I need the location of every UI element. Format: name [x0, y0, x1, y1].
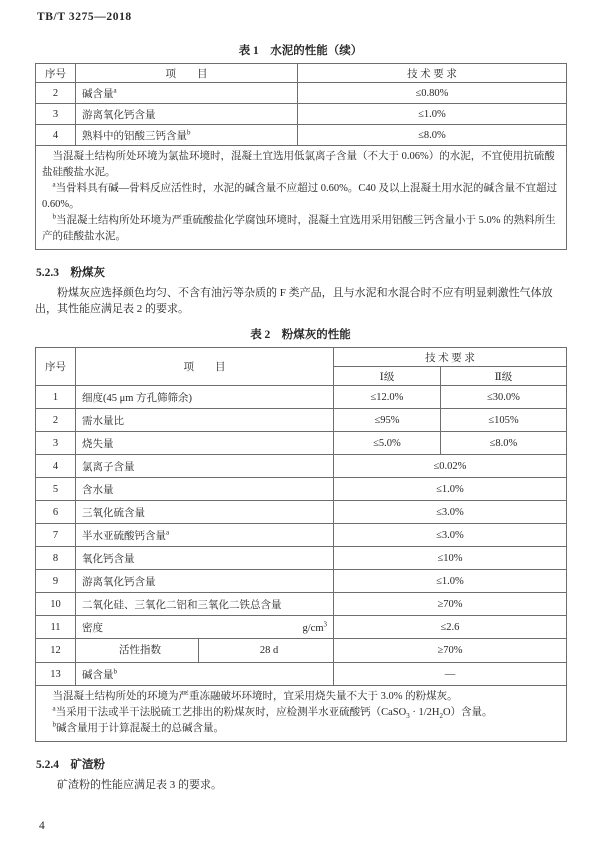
note-line — [42, 181, 560, 213]
column-header-item: 项 目 — [76, 64, 298, 83]
table1-notes-row — [36, 146, 567, 250]
serial-cell: 2 — [36, 409, 76, 432]
serial-cell: 4 — [36, 125, 76, 146]
table-row — [36, 432, 567, 455]
grade1-value-cell: ≤95% — [334, 409, 441, 432]
doc-code: TB/T 3275—2018 — [37, 11, 132, 23]
table1 — [35, 63, 567, 250]
grade1-value-cell: ≤5.0% — [334, 432, 441, 455]
item-cell: 需水量比 — [76, 409, 334, 432]
note-text: 碱含量用于计算混凝土的总碱含量。 — [56, 723, 224, 734]
footnote-marker: b — [113, 667, 117, 675]
section-paragraph-5-2-3: 粉煤灰应选择颜色均匀、不含有油污等杂质的 F 类产品，且与水泥和水混合时不应有明显刺激性气体放出，其性能应满足表 2 的要求。 — [35, 287, 553, 315]
item-cell: 游离氧化钙含量 — [76, 570, 334, 593]
serial-cell: 13 — [36, 663, 76, 686]
note-line — [42, 213, 560, 245]
column-header-requirement: 技 术 要 求 — [334, 348, 567, 367]
item-cell — [76, 125, 298, 146]
serial-cell: 12 — [36, 639, 76, 663]
note-line: 当混凝土结构所处的环境为严重冻融破坏环境时，宜采用烧失量不大于 3.0% 的粉煤灰。 — [52, 691, 458, 702]
column-header-no: 序号 — [36, 348, 76, 386]
table-row — [36, 639, 567, 663]
item-text: 碱含量 — [82, 669, 114, 681]
serial-cell: 6 — [36, 501, 76, 524]
grade2-value-cell: ≤30.0% — [441, 386, 567, 409]
footnote-marker: a — [52, 704, 56, 713]
serial-cell: 2 — [36, 83, 76, 104]
item-cell — [76, 616, 334, 639]
note-line: 当混凝土结构所处环境为氯盐环境时，混凝土宜选用低氯离子含量（不大于 0.06%）的水泥，不宜使用抗硫酸盐硅酸盐水泥。 — [42, 151, 555, 178]
footnote-marker: a — [52, 180, 56, 189]
note-line — [42, 721, 560, 737]
item-cell — [76, 663, 334, 686]
table-row — [36, 104, 567, 125]
section-heading-5-2-4: 5.2.4 矿渣粉 — [36, 759, 105, 771]
table-row — [36, 83, 567, 104]
column-header-grade2: Ⅱ级 — [441, 367, 567, 386]
item-cell: 细度(45 μm 方孔筛筛余) — [76, 386, 334, 409]
section-heading-5-2-3: 5.2.3 粉煤灰 — [36, 267, 105, 279]
note-text: 当混凝土结构所处环境为严重硫酸盐化学腐蚀环境时，混凝土宜选用采用铝酸三钙含量小于 5.0% 的熟料所生产的硅酸盐水泥。 — [42, 215, 556, 242]
item-cell: 含水量 — [76, 478, 334, 501]
note-text: · 1/2H — [409, 707, 440, 718]
table-row — [36, 524, 567, 547]
grade1-value-cell: ≤12.0% — [334, 386, 441, 409]
column-header-grade1: Ⅰ级 — [334, 367, 441, 386]
table-row — [36, 409, 567, 432]
requirement-cell: ≤1.0% — [334, 570, 567, 593]
serial-cell: 11 — [36, 616, 76, 639]
table2-notes-row — [36, 686, 567, 742]
chem-subscript: 3 — [406, 712, 410, 721]
requirement-cell: ≤0.02% — [334, 455, 567, 478]
item-text: 熟料中的铝酸三钙含量 — [82, 130, 187, 142]
note-text: 当采用干法或半干法脱硫工艺排出的粉煤灰时，应检测半水亚硫酸钙（CaSO — [55, 707, 407, 718]
note-line — [42, 705, 560, 721]
requirement-cell: ≤1.0% — [298, 104, 567, 125]
item-text: 碱含量 — [82, 88, 114, 100]
serial-cell: 10 — [36, 593, 76, 616]
requirement-cell: ≤3.0% — [334, 524, 567, 547]
table2-notes-cell — [36, 686, 567, 742]
requirement-cell: ≥70% — [334, 639, 567, 663]
serial-cell: 4 — [36, 455, 76, 478]
footnote-marker: b — [52, 212, 56, 221]
table2-header-row — [36, 348, 567, 367]
serial-cell: 9 — [36, 570, 76, 593]
requirement-cell: ≤1.0% — [334, 478, 567, 501]
requirement-cell: ≤3.0% — [334, 501, 567, 524]
table-row — [36, 125, 567, 146]
section-paragraph-5-2-4: 矿渣粉的性能应满足表 3 的要求。 — [57, 779, 222, 791]
footnote-marker: b — [187, 128, 191, 136]
table1-notes-cell — [36, 146, 567, 250]
requirement-cell: ≥70% — [334, 593, 567, 616]
serial-cell: 1 — [36, 386, 76, 409]
table-row — [36, 616, 567, 639]
table-row — [36, 455, 567, 478]
table2 — [35, 347, 567, 742]
requirement-cell: ≤2.6 — [334, 616, 567, 639]
requirement-cell: ≤10% — [334, 547, 567, 570]
note-text: O）含量。 — [442, 707, 493, 718]
item-cell: 游离氧化钙含量 — [76, 104, 298, 125]
item-text: 密度 — [82, 622, 103, 634]
item-cell — [76, 639, 334, 663]
page-number: 4 — [39, 820, 45, 832]
table1-title: 表 1 水泥的性能（续） — [238, 45, 363, 57]
item-subcondition: 28 d — [259, 645, 279, 656]
serial-cell: 3 — [36, 104, 76, 125]
table-row — [36, 478, 567, 501]
footnote-marker: b — [52, 720, 56, 729]
item-cell: 二氧化硅、三氧化二铝和三氧化二铁总含量 — [76, 593, 334, 616]
column-header-no: 序号 — [36, 64, 76, 83]
item-cell — [76, 83, 298, 104]
item-cell: 三氧化硫含量 — [76, 501, 334, 524]
serial-cell: 5 — [36, 478, 76, 501]
table-row — [36, 663, 567, 686]
serial-cell: 7 — [36, 524, 76, 547]
column-header-requirement: 技 术 要 求 — [298, 64, 567, 83]
requirement-cell: ≤8.0% — [298, 125, 567, 146]
table-row — [36, 593, 567, 616]
note-text: 当骨料具有碱—骨料反应活性时，水泥的碱含量不应超过 0.60%。C40 及以上混凝土用水泥的碱含量不宜超过 0.60%。 — [42, 183, 557, 210]
item-cell: 氧化钙含量 — [76, 547, 334, 570]
table-row — [36, 547, 567, 570]
footnote-marker: a — [166, 528, 170, 536]
table-row — [36, 501, 567, 524]
serial-cell: 3 — [36, 432, 76, 455]
item-cell — [76, 524, 334, 547]
table-row — [36, 386, 567, 409]
item-text: 活性指数 — [76, 639, 199, 662]
requirement-cell: ≤0.80% — [298, 83, 567, 104]
chem-subscript: 2 — [439, 712, 443, 721]
item-text: 半水亚硫酸钙含量 — [82, 530, 166, 542]
table-row — [36, 570, 567, 593]
grade2-value-cell: ≤105% — [441, 409, 567, 432]
page-content — [35, 42, 566, 794]
table2-title: 表 2 粉煤灰的性能 — [250, 329, 351, 341]
grade2-value-cell: ≤8.0% — [441, 432, 567, 455]
requirement-cell: — — [334, 663, 567, 686]
column-header-item: 项 目 — [76, 348, 334, 386]
unit-label: $g/cm^3$ — [302, 620, 327, 634]
footnote-marker: a — [113, 86, 117, 94]
item-cell: 烧失量 — [76, 432, 334, 455]
table1-header-row — [36, 64, 567, 83]
item-cell: 氯离子含量 — [76, 455, 334, 478]
serial-cell: 8 — [36, 547, 76, 570]
unit-exponent: 3 — [323, 620, 327, 628]
